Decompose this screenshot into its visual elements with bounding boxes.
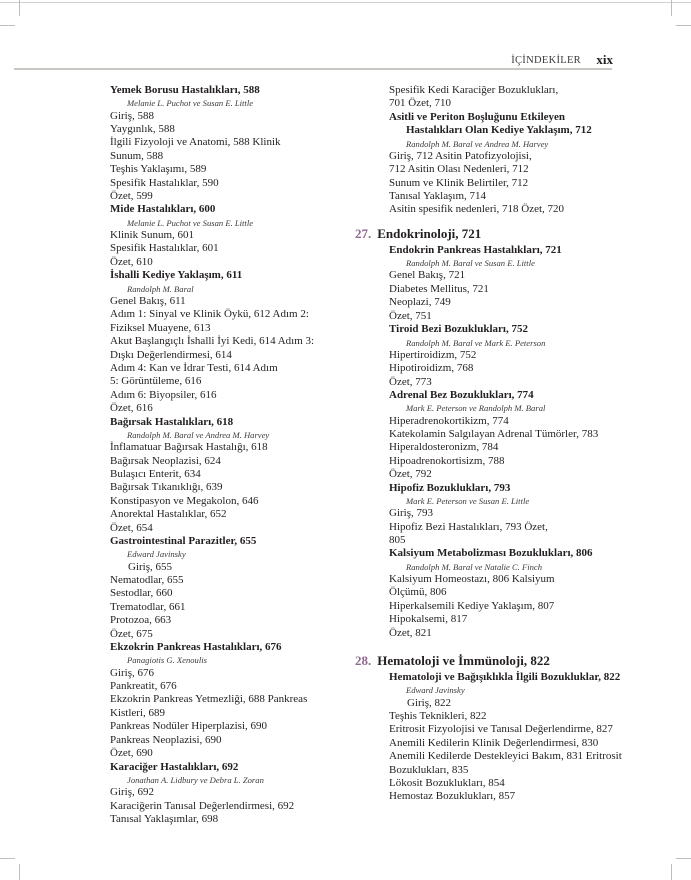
crop-mark bbox=[676, 858, 691, 859]
toc-entry: Ekzokrin Pankreas Yetmezliği, 688 Pankreas bbox=[110, 693, 308, 706]
toc-entry: Tanısal Yaklaşım, 714 bbox=[389, 190, 487, 203]
toc-entry: Özet, 690 bbox=[110, 747, 153, 760]
toc-section-title: Kalsiyum Metabolizması Bozuklukları, 806 bbox=[389, 547, 593, 560]
toc-entry: Pankreatit, 676 bbox=[110, 680, 177, 693]
toc-entry: Hiperkalsemili Kediye Yaklaşım, 807 bbox=[389, 599, 555, 612]
toc-entry: Katekolamin Salgılayan Adrenal Tümörler, 783 bbox=[389, 427, 599, 440]
toc-entry: Hipertiroidizm, 752 bbox=[389, 348, 477, 361]
crop-mark bbox=[0, 2, 691, 3]
toc-entry: Teşhis Yaklaşımı, 589 bbox=[110, 163, 207, 176]
toc-entry: Akut Başlangıçlı İshalli İyi Kedi, 614 Adım 3: bbox=[110, 335, 315, 348]
toc-author: Edward Javinsky bbox=[127, 549, 186, 560]
toc-entry: Giriş, 822 bbox=[407, 696, 451, 709]
toc-author: Randolph M. Baral bbox=[127, 283, 194, 294]
toc-section-title: Adrenal Bez Bozuklukları, 774 bbox=[389, 388, 534, 401]
toc-entry: Giriş, 588 bbox=[110, 109, 154, 122]
toc-entry: 712 Asitin Olası Nedenleri, 712 bbox=[389, 163, 529, 176]
toc-entry: Ölçümü, 806 bbox=[389, 586, 447, 599]
toc-entry: Sunum ve Klinik Belirtiler, 712 bbox=[389, 176, 529, 189]
toc-entry: Bağırsak Tıkanıklığı, 639 bbox=[110, 481, 223, 494]
toc-section-title: Bağırsak Hastalıkları, 618 bbox=[110, 415, 234, 428]
toc-entry: Pankreas Nodüler Hiperplazisi, 690 bbox=[110, 720, 268, 733]
toc-entry: Giriş, 692 bbox=[110, 786, 154, 799]
toc-entry: Özet, 599 bbox=[110, 190, 153, 203]
toc-entry: İnflamatuar Bağırsak Hastalığı, 618 bbox=[110, 441, 268, 454]
toc-author: Mark E. Peterson ve Randolph M. Baral bbox=[406, 403, 546, 414]
toc-entry: Adım 6: Biyopsiler, 616 bbox=[110, 388, 217, 401]
toc-author: Edward Javinsky bbox=[406, 685, 465, 696]
toc-entry: Bozuklukları, 835 bbox=[389, 763, 469, 776]
toc-entry: Bulaşıcı Enterit, 634 bbox=[110, 467, 201, 480]
toc-entry: Karaciğerin Tanısal Değerlendirmesi, 692 bbox=[110, 799, 295, 812]
toc-entry: Özet, 654 bbox=[110, 521, 153, 534]
toc-author: Randolph M. Baral ve Natalie C. Finch bbox=[406, 561, 543, 572]
chapter-heading bbox=[355, 225, 625, 242]
toc-section-title: Ekzokrin Pankreas Hastalıkları, 676 bbox=[110, 641, 282, 654]
toc-entry: Özet, 773 bbox=[389, 375, 432, 388]
toc-entry: Spesifik Hastalıklar, 601 bbox=[110, 242, 219, 255]
toc-entry: Asitin spesifik nedenleri, 718 Özet, 720 bbox=[389, 203, 565, 216]
toc-entry: Hiperadrenokortikizm, 774 bbox=[389, 414, 509, 427]
crop-mark bbox=[19, 864, 20, 880]
toc-entry: Klinik Sunum, 601 bbox=[110, 229, 195, 242]
toc-author: Melanie L. Puchot ve Susan E. Little bbox=[127, 98, 254, 109]
toc-entry: Eritrosit Fizyolojisi ve Tanısal Değerlendirme, 827 bbox=[389, 723, 613, 736]
toc-entry: Lökosit Bozuklukları, 854 bbox=[389, 777, 505, 790]
toc-entry: Özet, 675 bbox=[110, 627, 153, 640]
toc-entry: Genel Bakış, 611 bbox=[110, 294, 186, 307]
crop-mark bbox=[0, 858, 15, 859]
toc-author: Randolph M. Baral ve Andrea M. Harvey bbox=[127, 429, 270, 440]
toc-entry: Anemili Kedilerde Destekleyici Bakım, 831 Eritrosit bbox=[389, 750, 622, 763]
toc-section-title: Asitli ve Periton Boşluğunu Etkileyen bbox=[389, 110, 566, 123]
toc-entry: Yaygınlık, 588 bbox=[110, 123, 175, 136]
toc-entry: Hemostaz Bozuklukları, 857 bbox=[389, 790, 516, 803]
chapter-entries bbox=[355, 671, 625, 804]
crop-mark bbox=[671, 0, 672, 16]
toc-entry: Özet, 751 bbox=[389, 309, 432, 322]
toc-section-title: Hastalıkları Olan Kediye Yaklaşım, 712 bbox=[406, 124, 592, 137]
toc-left-column bbox=[110, 84, 342, 826]
toc-author: Melanie L. Puchot ve Susan E. Little bbox=[127, 217, 254, 228]
toc-entry: Anemili Kedilerin Klinik Değerlendirmesi, 830 bbox=[389, 736, 599, 749]
toc-entry: Teşhis Teknikleri, 822 bbox=[389, 710, 487, 723]
toc-right-column bbox=[355, 84, 625, 804]
toc-author: Jonathan A. Lidbury ve Debra L. Zoran bbox=[127, 774, 264, 785]
toc-entry: Hipokalsemi, 817 bbox=[389, 613, 468, 626]
toc-entry: Giriş, 655 bbox=[128, 560, 172, 573]
chapter-number: 27. bbox=[355, 225, 372, 241]
toc-section-title: Karaciğer Hastalıkları, 692 bbox=[110, 760, 239, 773]
toc-section-title: İshalli Kediye Yaklaşım, 611 bbox=[110, 269, 243, 282]
toc-author: Randolph M. Baral ve Mark E. Peterson bbox=[406, 337, 546, 348]
toc-entry: Özet, 610 bbox=[110, 255, 153, 268]
toc-entry: Anorektal Hastalıklar, 652 bbox=[110, 508, 227, 521]
toc-section-title: Yemek Borusu Hastalıkları, 588 bbox=[110, 84, 260, 96]
toc-entry: Genel Bakış, 721 bbox=[389, 269, 466, 282]
chapter-heading bbox=[355, 652, 625, 669]
toc-entry: Giriş, 712 Asitin Patofizyolojisi, bbox=[389, 149, 532, 162]
toc-entry: Neoplazi, 749 bbox=[389, 296, 451, 309]
toc-section-title: Tiroid Bezi Bozuklukları, 752 bbox=[389, 323, 528, 336]
toc-entry: Bağırsak Neoplazisi, 624 bbox=[110, 454, 221, 467]
toc-author: Mark E. Peterson ve Susan E. Little bbox=[406, 495, 530, 506]
toc-section-title: Hipofiz Bozuklukları, 793 bbox=[389, 481, 511, 494]
toc-entry: Spesifik Kedi Karaciğer Bozuklukları, bbox=[389, 84, 559, 96]
crop-mark bbox=[676, 25, 691, 26]
toc-entry: Kistleri, 689 bbox=[110, 706, 165, 719]
toc-entry: Giriş, 676 bbox=[110, 666, 154, 679]
toc-entry: Trematodlar, 661 bbox=[110, 600, 186, 613]
toc-entry: Tanısal Yaklaşımlar, 698 bbox=[110, 812, 219, 825]
toc-continued-entries bbox=[355, 84, 625, 217]
chapter-title: Endokrinoloji, 721 bbox=[377, 225, 482, 241]
page-number: xix bbox=[596, 52, 613, 67]
chapter-title: Hematoloji ve İmmünoloji, 822 bbox=[377, 653, 550, 669]
toc-entry: 701 Özet, 710 bbox=[389, 97, 452, 110]
toc-entry: Hiperaldosteronizm, 784 bbox=[389, 441, 499, 454]
toc-entry: Diabetes Mellitus, 721 bbox=[389, 282, 489, 295]
toc-entry: Giriş, 793 bbox=[389, 507, 433, 520]
toc-section-title: Mide Hastalıkları, 600 bbox=[110, 203, 216, 216]
crop-mark bbox=[19, 0, 20, 16]
header-rule bbox=[14, 68, 612, 70]
toc-entry: Adım 1: Sinyal ve Klinik Öykü, 612 Adım 2: bbox=[110, 308, 309, 321]
crop-mark bbox=[0, 25, 15, 26]
toc-section-title: Gastrointestinal Parazitler, 655 bbox=[110, 535, 257, 547]
toc-entry: Sunum, 588 bbox=[110, 149, 164, 162]
toc-entry: Özet, 616 bbox=[110, 402, 153, 415]
crop-mark bbox=[671, 864, 672, 880]
toc-section-title: Hematoloji ve Bağışıklıkla İlgili Bozukluklar, 822 bbox=[389, 671, 621, 684]
toc-author: Randolph M. Baral ve Susan E. Little bbox=[406, 258, 535, 269]
toc-entry: 805 bbox=[389, 533, 406, 546]
toc-author: Randolph M. Baral ve Andrea M. Harvey bbox=[406, 138, 549, 149]
chapter-entries bbox=[355, 244, 625, 640]
toc-entry: İlgili Fizyoloji ve Anatomi, 588 Klinik bbox=[110, 136, 281, 149]
toc-entry: Nematodlar, 655 bbox=[110, 574, 184, 587]
running-header-section: İÇİNDEKİLER bbox=[511, 55, 581, 66]
chapter-number: 28. bbox=[355, 653, 372, 669]
toc-entry: Spesifik Hastalıklar, 590 bbox=[110, 176, 219, 189]
toc-entry: Hipotiroidizm, 768 bbox=[389, 362, 474, 375]
toc-entry: Özet, 821 bbox=[389, 626, 432, 639]
toc-author: Panagiotis G. Xenoulis bbox=[127, 655, 207, 666]
toc-entry: Sestodlar, 660 bbox=[110, 587, 173, 600]
toc-entry: Konstipasyon ve Megakolon, 646 bbox=[110, 494, 259, 507]
toc-entry: Dışkı Değerlendirmesi, 614 bbox=[110, 348, 232, 361]
toc-entry: 5: Görüntüleme, 616 bbox=[110, 375, 202, 388]
toc-entry: Özet, 792 bbox=[389, 468, 432, 481]
toc-entry: Hipofiz Bezi Hastalıkları, 793 Özet, bbox=[389, 520, 548, 533]
toc-entry: Hipoadrenokortisizm, 788 bbox=[389, 454, 505, 467]
toc-entry: Protozoa, 663 bbox=[110, 614, 172, 627]
toc-entry: Pankreas Neoplazisi, 690 bbox=[110, 733, 222, 746]
toc-section-title: Endokrin Pankreas Hastalıkları, 721 bbox=[389, 243, 562, 256]
toc-entry: Fiziksel Muayene, 613 bbox=[110, 321, 211, 334]
toc-entry: Adım 4: Kan ve İdrar Testi, 614 Adım bbox=[110, 361, 278, 374]
toc-entry: Kalsiyum Homeostazı, 806 Kalsiyum bbox=[389, 573, 555, 585]
